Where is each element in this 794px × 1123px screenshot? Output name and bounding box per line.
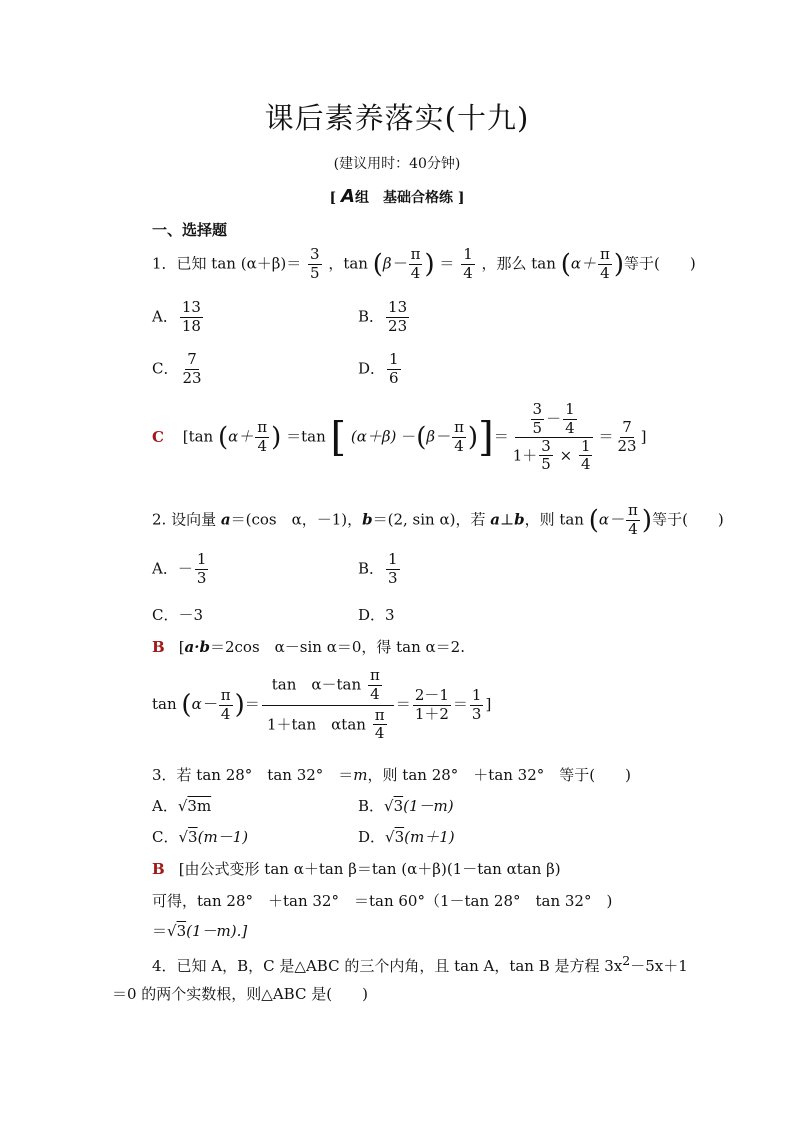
q1-frac-3-5: $\frac{3}{5}$ — [310, 245, 320, 282]
q2-option-d[interactable]: D．3 — [358, 606, 395, 624]
group-badge: A — [341, 186, 355, 207]
suggested-time: (建议用时：40分钟) — [333, 156, 461, 172]
question-3-stem: 3．若 tan 28° tan 32° ＝m，则 tan 28° ＋tan 32° 等于( ) — [152, 766, 631, 784]
question-4-line2: ＝0 的两个实数根，则△ABC 是( ) — [112, 985, 368, 1003]
q1-solution: C [tan (α＋ $\frac{\pi}{4}$ ) ＝tan [ (α＋β) －(β－ $\frac{\pi}{4}$ )]＝ $\frac{3}{5}$ － $\frac{1}{4}$ 1＋ $\frac{3}{5}$ × $\frac{1}{4}$ ＝ $\frac{7}{23}$ ] — [152, 400, 647, 474]
q2-solution-line1: B [a·b＝2cos α－sin α＝0，得 tan α＝2. — [152, 638, 465, 656]
q1-big-fraction: $\frac{3}{5}$ － $\frac{1}{4}$ 1＋ $\frac{3}{5}$ × $\frac{1}{4}$ — [511, 402, 597, 473]
q1-eq: ＝ — [439, 254, 455, 273]
group-label — [0, 186, 794, 207]
q3-option-b[interactable]: B．√3(1－m) — [358, 797, 454, 815]
q1-mid1: ，tan — [328, 254, 368, 273]
q1-suffix: 等于( ) — [624, 254, 696, 273]
paren-close: ) — [424, 249, 435, 280]
q1-answer: C — [152, 427, 164, 446]
q1-frac-pi-4b: $\frac{\pi}{4}$ — [600, 245, 610, 282]
question-1-stem — [152, 247, 696, 282]
q2-option-b[interactable]: B． $\frac{1}{3}$ — [358, 550, 398, 587]
q2-answer: B — [152, 638, 165, 656]
q2-solution-line2: tan (α－ $\frac{\pi}{4}$ )＝ tan α－tan $\frac{\pi}{4}$ 1＋tan αtan $\frac{\pi}{4}$ ＝ $\frac{2-1}{1+2}$ ＝ $\frac{1}{3}$ ] — [152, 666, 492, 743]
q3-option-d[interactable]: D．√3(m＋1) — [358, 828, 455, 846]
group-bracket-close: ] — [457, 190, 465, 206]
q1-beta: β－ — [382, 254, 407, 273]
paren-open: ( — [560, 249, 571, 280]
q3-answer: B — [152, 860, 165, 878]
q2-option-a[interactable]: A．－ $\frac{1}{3}$ — [152, 550, 207, 587]
q1-prefix: 1．已知 tan (α＋β)＝ — [152, 254, 302, 273]
q3-option-a[interactable]: A．√3m — [152, 797, 212, 815]
q1-option-a[interactable]: A． $\frac{13}{18}$ — [152, 298, 201, 335]
question-2-stem: 2. 设向量 a＝(cos α，－1)，b＝(2, sin α)，若 a⊥b，则 tan (α－ $\frac{\pi}{4}$ )等于( ) — [152, 501, 724, 538]
q1-frac-1-4: $\frac{1}{4}$ — [463, 245, 473, 282]
q1-option-d[interactable]: D． $\frac{1}{6}$ — [358, 350, 399, 387]
paren-open: ( — [372, 249, 383, 280]
q3-option-c[interactable]: C．√3(m－1) — [152, 828, 249, 846]
page-title: 课后素养落实(十九) — [264, 101, 530, 135]
q1-mid2: ，那么 tan — [481, 254, 556, 273]
q1-option-b[interactable]: B． $\frac{13}{23}$ — [358, 298, 408, 335]
q1-frac-pi-4: $\frac{\pi}{4}$ — [410, 245, 421, 282]
q1-alpha-plus: α＋ — [570, 254, 596, 273]
question-4-line1: 4．已知 A，B，C 是△ABC 的三个内角，且 tan A，tan B 是方程 $3x^2-5x+1$ — [152, 953, 688, 975]
paren-close: ) — [613, 249, 625, 280]
q2-big-fraction: tan α－tan $\frac{\pi}{4}$ 1＋tan αtan $\frac{\pi}{4}$ — [262, 668, 394, 742]
group-bracket-open: [ — [329, 190, 337, 206]
q3-solution-line1: B [由公式变形 tan α＋tan β＝tan (α＋β)(1－tan αtan β) — [152, 860, 561, 878]
q3-solution-line3: ＝√3(1－m).] — [152, 922, 248, 940]
q2-option-c[interactable]: C．－3 — [152, 606, 204, 624]
section-title: 一、选择题 — [152, 221, 228, 239]
q1-option-c[interactable]: C． $\frac{7}{23}$ — [152, 350, 202, 387]
q3-solution-line2: 可得，tan 28° ＋tan 32° ＝tan 60°（1－tan 28° tan 32° ) — [152, 892, 613, 910]
group-text: 组 基础合格练 — [354, 190, 453, 206]
